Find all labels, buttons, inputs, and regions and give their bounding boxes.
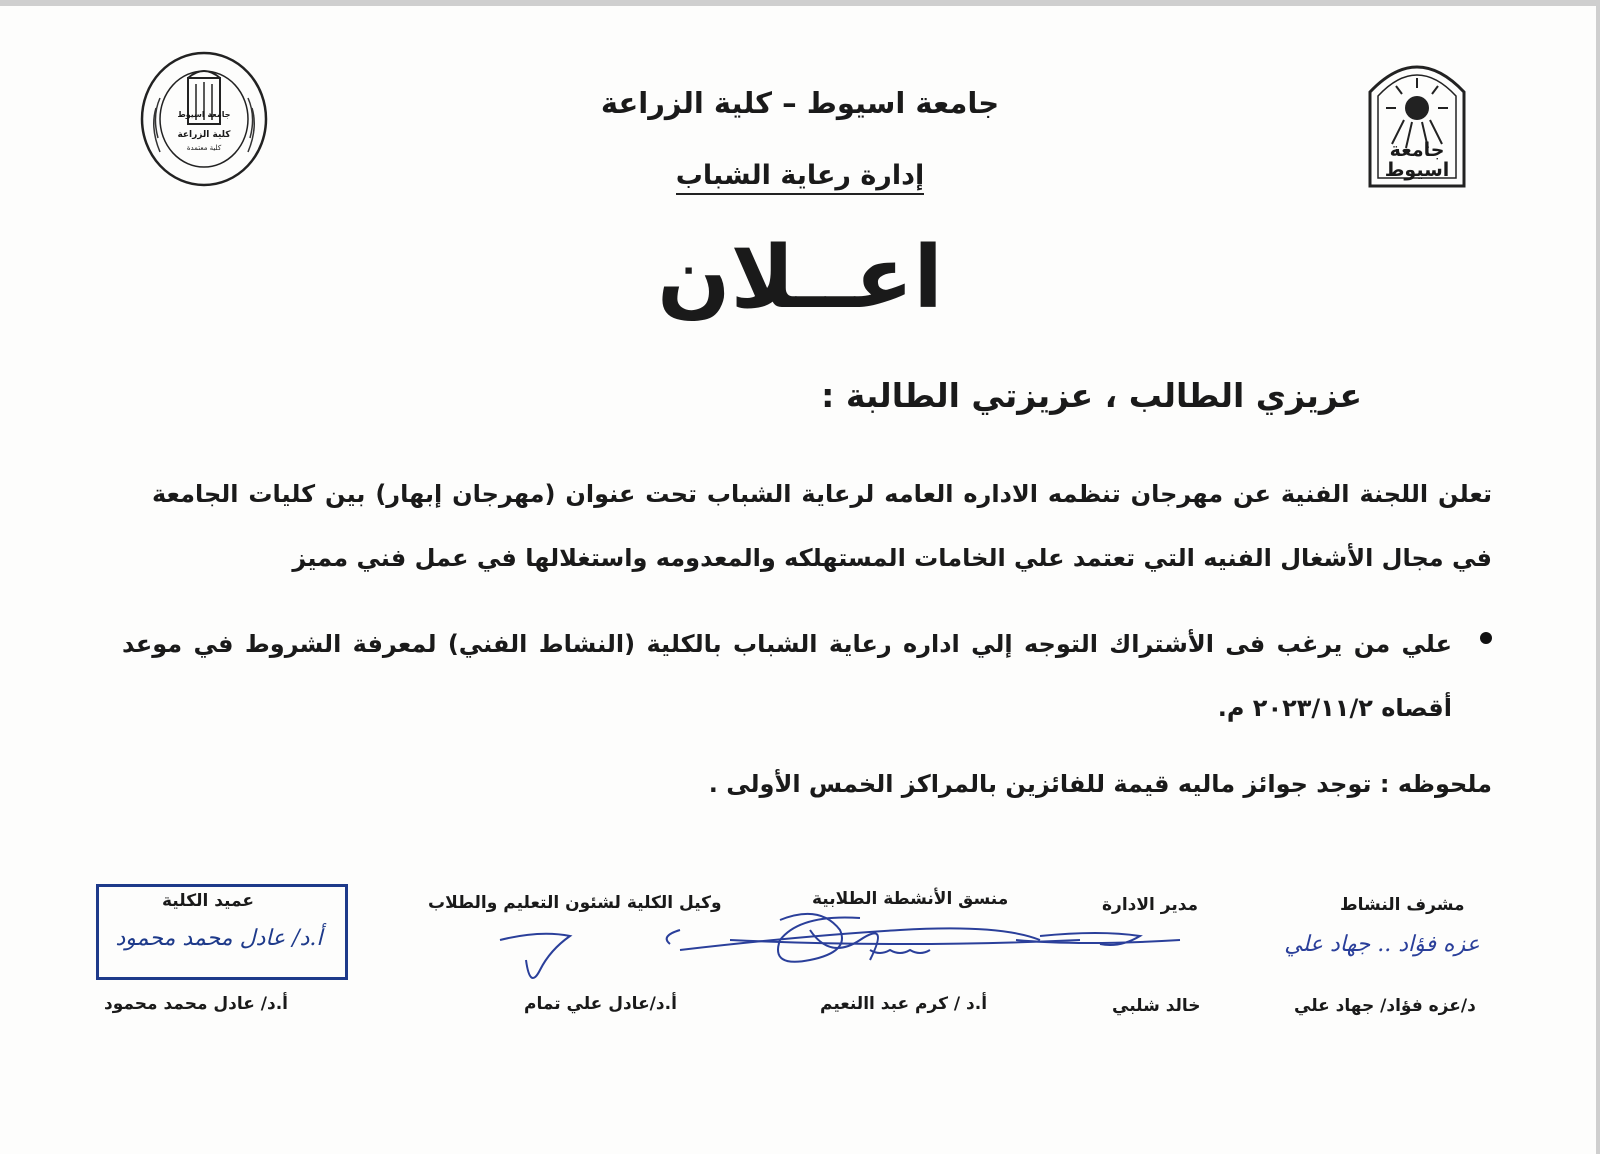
announcement-paragraph: تعلن اللجنة الفنية عن مهرجان تنظمه الاداره العامه لرعاية الشباب تحت عنوان (مهرجان إبهار) بين كليات الجامعة في مجال الأشغال الفنيه التي تعتمد علي الخامات المستهلكه والمعدومه واستغلالها في عمل فني مميز: [152, 480, 1492, 572]
signature-title-manager: مدير الادارة: [1102, 895, 1199, 915]
signature-title-supervisor: مشرف النشاط: [1340, 895, 1465, 915]
scan-edge-top: [0, 0, 1600, 6]
signature-name-supervisor: د/عزه فؤاد/ جهاد علي: [1294, 996, 1476, 1016]
seal-tower-text: جامعة اسيوط: [177, 110, 231, 119]
signature-name-vice-dean: أ.د/عادل علي تمام: [524, 994, 677, 1014]
department-label: إدارة رعاية الشباب: [676, 160, 924, 195]
university-name: جامعة اسيوط – كلية الزراعة: [600, 86, 1000, 120]
signature-title-coordinator: منسق الأنشطة الطلابية: [812, 889, 1009, 909]
signature-name-dean: أ.د/ عادل محمد محمود: [104, 994, 288, 1014]
signature-title-dean: عميد الكلية: [162, 891, 254, 911]
seal-sub-text: كلية معتمدة: [186, 144, 222, 152]
bullet-dot-icon: [1480, 632, 1492, 644]
note-text: ملحوظه : توجد جوائز ماليه قيمة للفائزين بالمراكز الخمس الأولى .: [708, 770, 1492, 798]
signature-name-manager: خالد شلبي: [1112, 996, 1201, 1016]
signature-title-vice-dean: وكيل الكلية لشئون التعليم والطلاب: [428, 893, 722, 913]
emblem-text: جامعة اسيوط: [1384, 139, 1450, 181]
salutation: عزيزي الطالب ، عزيزتي الطالبة :: [821, 376, 1362, 415]
department-name: [0, 160, 1600, 191]
bullet-text: علي من يرغب فى الأشتراك التوجه إلي اداره رعاية الشباب بالكلية (النشاط الفني) لمعرفة الشروط في موعد أقصاه ٢٠٢٣/١١/٢ م.: [122, 630, 1452, 722]
signature-name-coordinator: أ.د / كرم عبد االنعيم: [820, 994, 988, 1014]
dean-stamp-text: أ.د/ عادل محمد محمود: [115, 926, 323, 951]
announcement-title: اعــلان: [657, 228, 943, 328]
signature-scribbles: [480, 900, 1200, 1000]
supervisor-handwritten-signature: عزه فؤاد .. جهاد علي: [1284, 932, 1480, 957]
seal-inner-text: كلية الزراعة: [177, 130, 231, 140]
